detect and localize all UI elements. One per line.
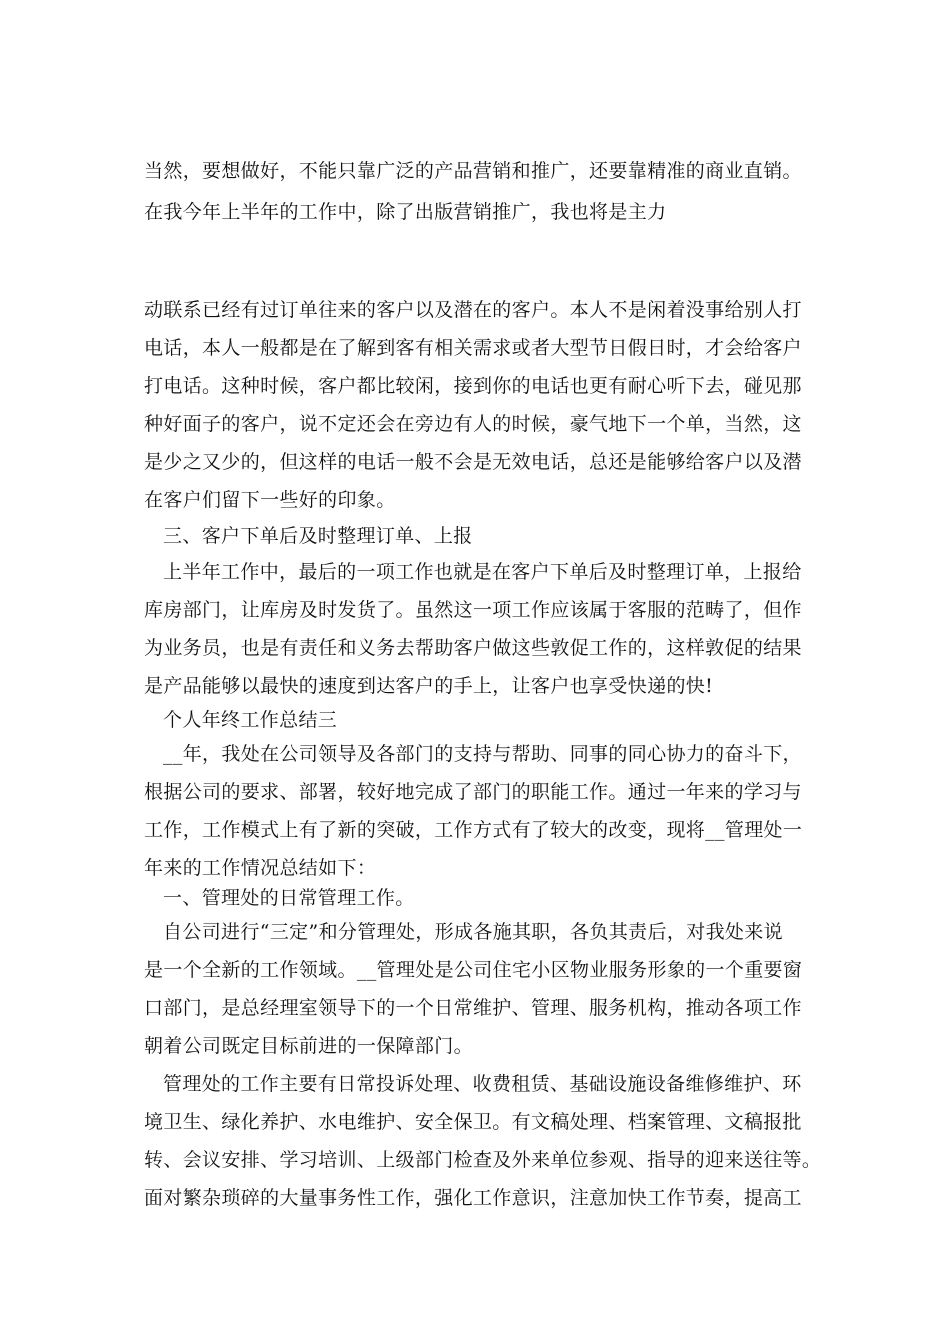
text-line: 转、会议安排、学习培训、上级部门检查及外来单位参观、指导的迎来送往等。 (144, 1149, 822, 1171)
text-line: 在我今年上半年的工作中，除了出版营销推广，我也将是主力 (144, 201, 667, 223)
text-line: 朝着公司既定目标前进的一保障部门。 (144, 1035, 473, 1057)
text-line: 年来的工作情况总结如下： (144, 857, 377, 879)
text-line: 管理处的工作主要有日常投诉处理、收费租赁、基础设施设备维修维护、环 (163, 1073, 802, 1095)
text-line: 是少之又少的，但这样的电话一般不会是无效电话，总还是能够给客户以及潜 (144, 451, 802, 473)
text-line: 库房部门，让库房及时发货了。虽然这一项工作应该属于客服的范畴了，但作 (144, 599, 802, 621)
text-line: 为业务员，也是有责任和义务去帮助客户做这些敦促工作的，这样敦促的结果 (144, 637, 802, 659)
text-line: 自公司进行“三定”和分管理处，形成各施其职，各负其责后，对我处来说 (163, 921, 783, 943)
text-line: 当然，要想做好，不能只靠广泛的产品营销和推广，还要靠精准的商业直销。 (144, 160, 802, 182)
section-heading: 个人年终工作总结三 (163, 709, 338, 731)
text-line: 电话，本人一般都是在了解到客有相关需求或者大型节日假日时，才会给客户 (144, 337, 802, 359)
text-line: 上半年工作中，最后的一项工作也就是在客户下单后及时整理订单，上报给 (163, 561, 802, 583)
section-heading: 三、客户下单后及时整理订单、上报 (163, 525, 473, 547)
text-line: 是产品能够以最快的速度到达客户的手上，让客户也享受快递的快! (144, 675, 714, 697)
text-line: 打电话。这种时候，客户都比较闲，接到你的电话也更有耐心听下去，碰见那 (144, 375, 802, 397)
text-line: 种好面子的客户，说不定还会在旁边有人的时候，豪气地下一个单，当然，这 (144, 413, 802, 435)
text-line: 动联系已经有过订单往来的客户以及潜在的客户。本人不是闲着没事给别人打 (144, 299, 802, 321)
section-heading: 一、管理处的日常管理工作。 (163, 887, 415, 909)
text-line: 在客户们留下一些好的印象。 (144, 489, 396, 511)
text-line: __年，我处在公司领导及各部门的支持与帮助、同事的同心协力的奋斗下， (163, 743, 802, 765)
text-line: 面对繁杂琐碎的大量事务性工作，强化工作意识，注意加快工作节奏，提高工 (144, 1187, 802, 1209)
text-line: 境卫生、绿化养护、水电维护、安全保卫。有文稿处理、档案管理、文稿报批 (144, 1111, 802, 1133)
text-line: 是一个全新的工作领域。__管理处是公司住宅小区物业服务形象的一个重要窗 (144, 959, 803, 981)
text-line: 根据公司的要求、部署，较好地完成了部门的职能工作。通过一年来的学习与 (144, 781, 802, 803)
text-line: 工作，工作模式上有了新的突破，工作方式有了较大的改变，现将__管理处一 (144, 819, 803, 841)
text-line: 口部门，是总经理室领导下的一个日常维护、管理、服务机构，推动各项工作 (144, 997, 802, 1019)
